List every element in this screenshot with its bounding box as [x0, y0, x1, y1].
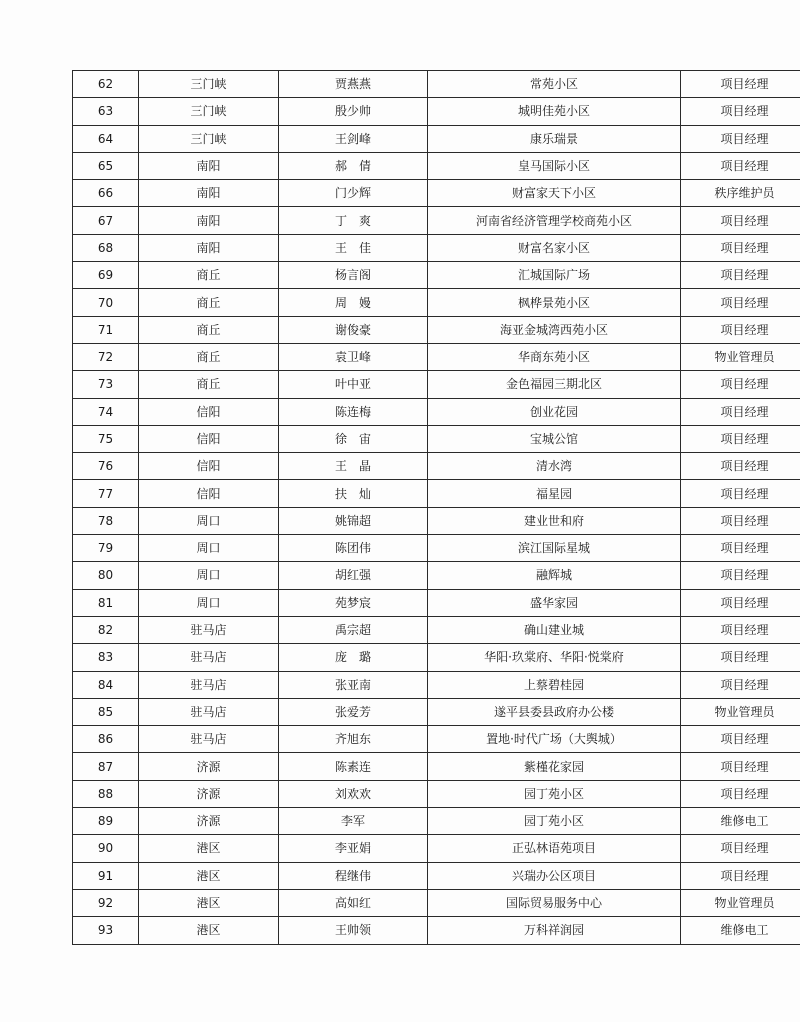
row-number: 65	[73, 152, 139, 179]
role-cell: 项目经理	[681, 535, 800, 562]
person-name-cell: 陈团伟	[279, 535, 428, 562]
project-cell: 常苑小区	[428, 71, 681, 98]
project-cell: 城明佳苑小区	[428, 98, 681, 125]
person-name-cell: 叶中亚	[279, 371, 428, 398]
project-cell: 创业花园	[428, 398, 681, 425]
roster-table-body	[73, 71, 800, 945]
city-cell: 南阳	[139, 234, 279, 261]
table-row	[73, 425, 800, 452]
table-row	[73, 180, 800, 207]
table-row	[73, 480, 800, 507]
row-number: 90	[73, 835, 139, 862]
role-cell: 项目经理	[681, 780, 800, 807]
table-row	[73, 234, 800, 261]
person-name-cell: 张亚南	[279, 671, 428, 698]
role-cell: 项目经理	[681, 753, 800, 780]
project-cell: 康乐瑞景	[428, 125, 681, 152]
role-cell: 项目经理	[681, 562, 800, 589]
city-cell: 南阳	[139, 180, 279, 207]
row-number: 63	[73, 98, 139, 125]
project-cell: 国际贸易服务中心	[428, 889, 681, 916]
person-name-cell: 杨言阁	[279, 262, 428, 289]
row-number: 82	[73, 616, 139, 643]
city-cell: 港区	[139, 889, 279, 916]
city-cell: 周口	[139, 562, 279, 589]
role-cell: 项目经理	[681, 671, 800, 698]
project-cell: 融辉城	[428, 562, 681, 589]
city-cell: 港区	[139, 917, 279, 944]
table-row	[73, 562, 800, 589]
role-cell: 维修电工	[681, 808, 800, 835]
person-name-cell: 王帅领	[279, 917, 428, 944]
city-cell: 南阳	[139, 207, 279, 234]
person-name-cell: 殷少帅	[279, 98, 428, 125]
role-cell: 项目经理	[681, 398, 800, 425]
role-cell: 物业管理员	[681, 889, 800, 916]
row-number: 64	[73, 125, 139, 152]
role-cell: 项目经理	[681, 152, 800, 179]
table-row	[73, 262, 800, 289]
table-row	[73, 316, 800, 343]
row-number: 72	[73, 343, 139, 370]
table-row	[73, 289, 800, 316]
city-cell: 信阳	[139, 480, 279, 507]
project-cell: 枫桦景苑小区	[428, 289, 681, 316]
project-cell: 财富名家小区	[428, 234, 681, 261]
city-cell: 商丘	[139, 289, 279, 316]
project-cell: 汇城国际广场	[428, 262, 681, 289]
person-name-cell: 陈素连	[279, 753, 428, 780]
city-cell: 驻马店	[139, 698, 279, 725]
role-cell: 物业管理员	[681, 698, 800, 725]
person-name-cell: 胡红强	[279, 562, 428, 589]
city-cell: 南阳	[139, 152, 279, 179]
role-cell: 项目经理	[681, 616, 800, 643]
city-cell: 驻马店	[139, 616, 279, 643]
role-cell: 项目经理	[681, 234, 800, 261]
table-row	[73, 835, 800, 862]
person-name-cell: 贾燕燕	[279, 71, 428, 98]
role-cell: 项目经理	[681, 316, 800, 343]
role-cell: 项目经理	[681, 371, 800, 398]
project-cell: 滨江国际星城	[428, 535, 681, 562]
person-name-cell: 丁 爽	[279, 207, 428, 234]
person-name-cell: 齐旭东	[279, 726, 428, 753]
city-cell: 商丘	[139, 316, 279, 343]
row-number: 74	[73, 398, 139, 425]
row-number: 93	[73, 917, 139, 944]
person-name-cell: 扶 灿	[279, 480, 428, 507]
person-name-cell: 禹宗超	[279, 616, 428, 643]
person-name-cell: 袁卫峰	[279, 343, 428, 370]
project-cell: 遂平县委县政府办公楼	[428, 698, 681, 725]
row-number: 71	[73, 316, 139, 343]
person-name-cell: 张爱芳	[279, 698, 428, 725]
role-cell: 项目经理	[681, 71, 800, 98]
project-cell: 财富家天下小区	[428, 180, 681, 207]
row-number: 68	[73, 234, 139, 261]
row-number: 67	[73, 207, 139, 234]
city-cell: 港区	[139, 862, 279, 889]
project-cell: 置地·时代广场（大舆城）	[428, 726, 681, 753]
project-cell: 华阳·玖棠府、华阳·悦棠府	[428, 644, 681, 671]
table-row	[73, 453, 800, 480]
city-cell: 周口	[139, 507, 279, 534]
row-number: 76	[73, 453, 139, 480]
person-name-cell: 王 晶	[279, 453, 428, 480]
role-cell: 项目经理	[681, 644, 800, 671]
person-name-cell: 刘欢欢	[279, 780, 428, 807]
row-number: 75	[73, 425, 139, 452]
person-name-cell: 程继伟	[279, 862, 428, 889]
person-name-cell: 高如红	[279, 889, 428, 916]
role-cell: 项目经理	[681, 507, 800, 534]
role-cell: 项目经理	[681, 425, 800, 452]
project-cell: 海亚金城湾西苑小区	[428, 316, 681, 343]
table-row	[73, 98, 800, 125]
role-cell: 秩序维护员	[681, 180, 800, 207]
table-row	[73, 152, 800, 179]
city-cell: 商丘	[139, 371, 279, 398]
project-cell: 清水湾	[428, 453, 681, 480]
city-cell: 三门峡	[139, 71, 279, 98]
person-name-cell: 郝 倩	[279, 152, 428, 179]
person-name-cell: 陈连梅	[279, 398, 428, 425]
table-row	[73, 343, 800, 370]
project-cell: 兴瑞办公区项目	[428, 862, 681, 889]
table-row	[73, 71, 800, 98]
project-cell: 皇马国际小区	[428, 152, 681, 179]
table-row	[73, 507, 800, 534]
role-cell: 项目经理	[681, 835, 800, 862]
project-cell: 建业世和府	[428, 507, 681, 534]
project-cell: 河南省经济管理学校商苑小区	[428, 207, 681, 234]
person-name-cell: 徐 宙	[279, 425, 428, 452]
person-name-cell: 李亚娟	[279, 835, 428, 862]
table-row	[73, 780, 800, 807]
table-row	[73, 726, 800, 753]
row-number: 81	[73, 589, 139, 616]
person-name-cell: 王 佳	[279, 234, 428, 261]
row-number: 77	[73, 480, 139, 507]
table-row	[73, 917, 800, 944]
role-cell: 项目经理	[681, 262, 800, 289]
city-cell: 三门峡	[139, 125, 279, 152]
row-number: 85	[73, 698, 139, 725]
city-cell: 济源	[139, 780, 279, 807]
person-name-cell: 李军	[279, 808, 428, 835]
row-number: 70	[73, 289, 139, 316]
role-cell: 维修电工	[681, 917, 800, 944]
role-cell: 物业管理员	[681, 343, 800, 370]
project-cell: 盛华家园	[428, 589, 681, 616]
project-cell: 华商东苑小区	[428, 343, 681, 370]
roster-table	[72, 70, 800, 945]
row-number: 79	[73, 535, 139, 562]
role-cell: 项目经理	[681, 125, 800, 152]
city-cell: 三门峡	[139, 98, 279, 125]
city-cell: 商丘	[139, 262, 279, 289]
table-row	[73, 808, 800, 835]
row-number: 88	[73, 780, 139, 807]
city-cell: 信阳	[139, 398, 279, 425]
city-cell: 周口	[139, 535, 279, 562]
row-number: 83	[73, 644, 139, 671]
city-cell: 港区	[139, 835, 279, 862]
table-row	[73, 589, 800, 616]
row-number: 78	[73, 507, 139, 534]
project-cell: 万科祥润园	[428, 917, 681, 944]
city-cell: 周口	[139, 589, 279, 616]
role-cell: 项目经理	[681, 862, 800, 889]
row-number: 91	[73, 862, 139, 889]
city-cell: 济源	[139, 753, 279, 780]
role-cell: 项目经理	[681, 98, 800, 125]
person-name-cell: 谢俊豪	[279, 316, 428, 343]
city-cell: 驻马店	[139, 726, 279, 753]
table-row	[73, 371, 800, 398]
project-cell: 紫槿花家园	[428, 753, 681, 780]
table-row	[73, 616, 800, 643]
person-name-cell: 姚锦超	[279, 507, 428, 534]
project-cell: 宝城公馆	[428, 425, 681, 452]
role-cell: 项目经理	[681, 480, 800, 507]
project-cell: 确山建业城	[428, 616, 681, 643]
role-cell: 项目经理	[681, 589, 800, 616]
project-cell: 福星园	[428, 480, 681, 507]
role-cell: 项目经理	[681, 207, 800, 234]
project-cell: 正弘林语苑项目	[428, 835, 681, 862]
row-number: 69	[73, 262, 139, 289]
table-row	[73, 698, 800, 725]
role-cell: 项目经理	[681, 289, 800, 316]
project-cell: 金色福园三期北区	[428, 371, 681, 398]
table-row	[73, 753, 800, 780]
city-cell: 驻马店	[139, 644, 279, 671]
table-row	[73, 862, 800, 889]
table-row	[73, 398, 800, 425]
table-row	[73, 125, 800, 152]
city-cell: 驻马店	[139, 671, 279, 698]
project-cell: 上蔡碧桂园	[428, 671, 681, 698]
project-cell: 园丁苑小区	[428, 780, 681, 807]
table-row	[73, 889, 800, 916]
row-number: 73	[73, 371, 139, 398]
row-number: 89	[73, 808, 139, 835]
table-row	[73, 644, 800, 671]
table-row	[73, 535, 800, 562]
row-number: 62	[73, 71, 139, 98]
city-cell: 济源	[139, 808, 279, 835]
person-name-cell: 周 嫚	[279, 289, 428, 316]
person-name-cell: 王剑峰	[279, 125, 428, 152]
role-cell: 项目经理	[681, 453, 800, 480]
role-cell: 项目经理	[681, 726, 800, 753]
row-number: 86	[73, 726, 139, 753]
row-number: 80	[73, 562, 139, 589]
row-number: 92	[73, 889, 139, 916]
row-number: 87	[73, 753, 139, 780]
person-name-cell: 庞 璐	[279, 644, 428, 671]
person-name-cell: 门少辉	[279, 180, 428, 207]
project-cell: 园丁苑小区	[428, 808, 681, 835]
row-number: 84	[73, 671, 139, 698]
city-cell: 信阳	[139, 425, 279, 452]
person-name-cell: 苑梦宸	[279, 589, 428, 616]
table-row	[73, 671, 800, 698]
table-row	[73, 207, 800, 234]
city-cell: 商丘	[139, 343, 279, 370]
city-cell: 信阳	[139, 453, 279, 480]
row-number: 66	[73, 180, 139, 207]
